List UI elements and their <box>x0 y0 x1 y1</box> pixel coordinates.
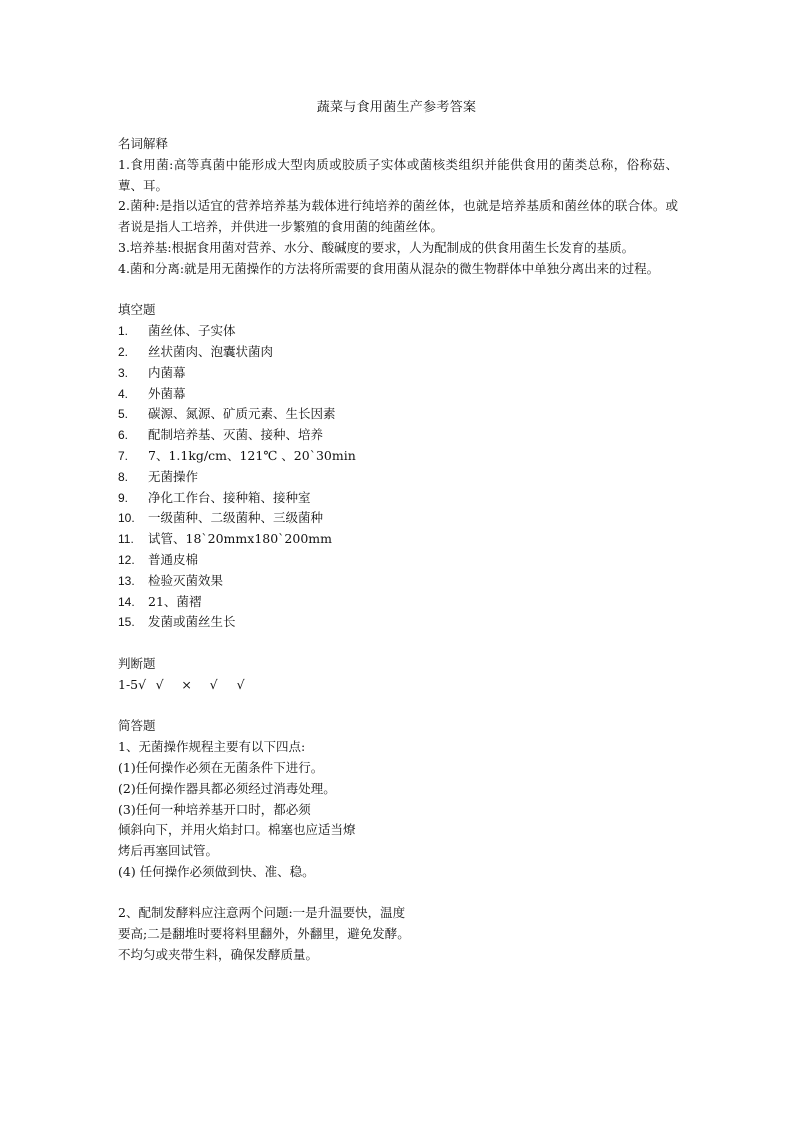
list-item <box>118 529 678 550</box>
answer-line: 不均匀或夹带生料，确保发酵质量。 <box>118 947 319 963</box>
answer-line: (4) 任何操作必须做到快、准、稳。 <box>118 863 315 879</box>
item-number: 12. <box>118 552 135 567</box>
item-number: 2. <box>118 344 129 359</box>
judge-range: 1-5 <box>118 676 139 692</box>
item-text: 无菌操作 <box>148 468 199 484</box>
item-text: 一级菌种、二级菌种、三级菌种 <box>148 510 324 526</box>
list-item <box>118 363 678 384</box>
list-item <box>118 550 678 571</box>
item-number: 9. <box>118 490 129 505</box>
item-number: 14. <box>118 594 135 609</box>
fill-answer-list <box>118 321 678 633</box>
item-text: 检验灭菌效果 <box>148 572 224 588</box>
item-text: 配制培养基、灭菌、接种、培养 <box>148 427 324 443</box>
item-text: 7、1.1kg/cm、121℃ 、20`30min <box>148 447 356 463</box>
list-item <box>118 488 678 509</box>
item-number: 15. <box>118 615 135 630</box>
judge-mark: √ <box>138 676 147 692</box>
list-item <box>118 321 678 342</box>
section-heading: 简答题 <box>118 718 156 734</box>
judge-mark: √ <box>155 676 164 692</box>
item-text: 发菌或菌丝生长 <box>148 614 236 630</box>
item-text: 菌丝体、子实体 <box>148 323 236 339</box>
answer-line: 2、配制发酵料应注意两个问题:一是升温要快，温度 <box>118 905 406 921</box>
item-number: 10. <box>118 511 135 526</box>
answer-line: (3)任何一种培养基开口时，都必须 <box>118 801 311 817</box>
item-number: 4. <box>118 386 129 401</box>
list-item <box>118 404 678 425</box>
list-item <box>118 571 678 592</box>
item-text: 内菌幕 <box>148 364 186 380</box>
term-definition: 2.菌种:是指以适宜的营养培养基为载体进行纯培养的菌丝体，也就是培养基质和菌丝体的联合体。或者说是指人工培养，并供进一步繁殖的食用菌的纯菌丝体。 <box>118 198 678 235</box>
list-item <box>118 446 678 467</box>
item-number: 6. <box>118 428 129 443</box>
item-text: 普通皮棉 <box>148 551 199 567</box>
item-number: 13. <box>118 573 135 588</box>
judge-mark: √ <box>209 676 218 692</box>
answer-line: 要高;二是翻堆时要将料里翻外，外翻里，避免发酵。 <box>118 926 410 942</box>
answer-line: 倾斜向下，并用火焰封口。棉塞也应适当燎 <box>118 822 356 838</box>
item-text: 丝状菌肉、泡囊状菌肉 <box>148 343 274 359</box>
judge-answers <box>118 675 678 696</box>
list-item <box>118 592 678 613</box>
list-item <box>118 508 678 529</box>
list-item <box>118 342 678 363</box>
item-number: 1. <box>118 324 129 339</box>
term-definition: 1.食用菌:高等真菌中能形成大型肉质或胶质子实体或菌核类组织并能供食用的菌类总称，俗称菇、蕈、耳。 <box>118 156 678 193</box>
answer-line: (2)任何操作器具都必须经过消毒处理。 <box>118 780 336 796</box>
item-text: 试管、18`20mmx180`200mm <box>148 531 332 547</box>
section-heading: 填空题 <box>118 302 156 318</box>
section-short-answer <box>118 716 678 966</box>
document-body <box>118 134 678 966</box>
list-item <box>118 425 678 446</box>
item-number: 5. <box>118 407 129 422</box>
judge-mark: √ <box>236 676 245 692</box>
list-item <box>118 612 678 633</box>
section-fill <box>118 300 678 633</box>
answer-line: 烤后再塞回试管。 <box>118 843 219 859</box>
answer-line: 1、无菌操作规程主要有以下四点: <box>118 739 306 755</box>
list-item <box>118 384 678 405</box>
section-heading: 判断题 <box>118 655 156 671</box>
item-text: 21、菌褶 <box>148 593 202 609</box>
section-judge <box>118 654 678 696</box>
item-number: 7. <box>118 448 129 463</box>
item-number: 8. <box>118 469 129 484</box>
item-number: 3. <box>118 365 129 380</box>
item-text: 净化工作台、接种箱、接种室 <box>148 489 311 505</box>
section-heading: 名词解释 <box>118 136 169 151</box>
list-item <box>118 467 678 488</box>
document-title: 蔬菜与食用菌生产参考答案 <box>316 100 477 115</box>
section-terms <box>118 134 678 280</box>
judge-mark: × <box>181 676 192 692</box>
item-number: 11. <box>118 532 134 547</box>
term-definition: 4.菌和分离:就是用无菌操作的方法将所需要的食用菌从混杂的微生物群体中单独分离出来的过程。 <box>118 260 660 276</box>
item-text: 外菌幕 <box>148 385 186 401</box>
item-text: 碳源、氮源、矿质元素、生长因素 <box>148 406 336 422</box>
term-definition: 3.培养基:根据食用菌对营养、水分、酸碱度的要求，人为配制成的供食用菌生长发育的基质。 <box>118 239 635 255</box>
answer-line: (1)任何操作必须在无菌条件下进行。 <box>118 759 324 775</box>
